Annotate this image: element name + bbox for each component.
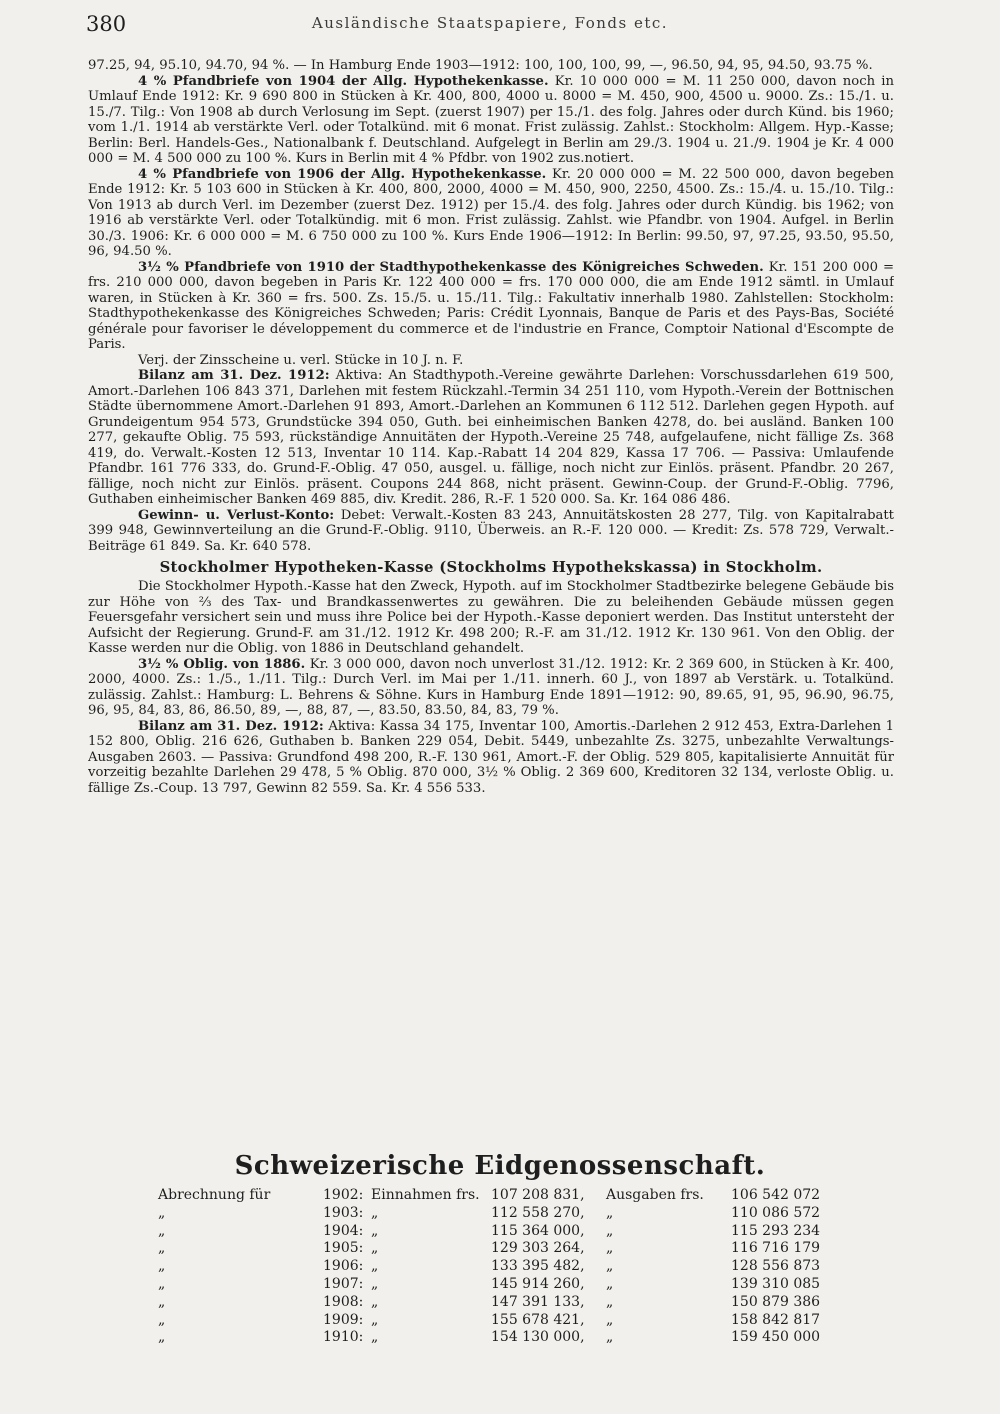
income-value: 147 391 133, — [491, 1293, 585, 1310]
paragraph: 97.25, 94, 95.10, 94.70, 94 %. — In Hamburg Ende 1903—1912: 100, 100, 100, 99, —, 96.50, 94, 95, 94.50, 93.75 %. — [88, 58, 873, 73]
expense-label: „ — [606, 1329, 614, 1346]
income-label: „ — [371, 1275, 379, 1292]
row-label: „ — [158, 1258, 166, 1275]
paragraph: Gewinn- u. Verlust-Konto: Debet: Verwalt.-Kosten 83 243, Annuitätskosten 28 277, Tilg. von Kapitalrabatt 399 948, Gewinnverteilung an die Grund-F.-Oblig. 9110, Überweis. an R.-F. 120 000. — Kredit: Zs. 578 729, Verwalt.-Beiträge 61 849. Sa. Kr. 640 578. — [88, 507, 894, 554]
paragraph: 4 % Pfandbriefe von 1906 der Allg. Hypothekenkasse. Kr. 20 000 000 = M. 22 500 000, davon begeben Ende 1912: Kr. 5 103 600 in Stücken à Kr. 400, 800, 2000, 4000 = M. 450, 900, 2250, 4500. Zs.: 15./4. u. 15./10. Tilg.: Von 1913 ab durch Verl. im Dezember (zuerst Dez. 1912) per 15./4. des folg. Jahres oder durch Kündig. bis 1962; von 1916 ab verstärkte Verl. oder Totalkündig. mit 6 mon. Frist zulässig. Zahlst. wie Pfandbr. von 1904. Aufgel. in Berlin 30./3. 1906: Kr. 6 000 000 = M. 6 750 000 zu 100 %. Kurs Ende 1906—1912: In Berlin: 99.50, 97, 97.25, 93.50, 95.50, 96, 94.50 %. — [88, 166, 894, 259]
paragraph: 3½ % Oblig. von 1886. Kr. 3 000 000, davon noch unverlost 31./12. 1912: Kr. 2 369 600, in Stücken à Kr. 400, 2000, 4000. Zs.: 1./5., 1./11. Tilg.: Durch Verl. im Mai per 1./11. innerh. 60 J., von 1897 ab Verstärk. u. Totalkünd. zulässig. Zahlst.: Hamburg: L. Behrens & Söhne. Kurs in Hamburg Ende 1891—1912: 90, 89.65, 91, 95, 96.90, 96.75, 96, 95, 84, 83, 86, 86.50, 89, —, 88, 87, —, 83.50, 83.50, 84, 83, 79 %. — [88, 656, 894, 718]
expense-label: „ — [606, 1240, 614, 1257]
entry-heading: Bilanz am 31. Dez. 1912: — [138, 718, 324, 734]
expense-value: 158 842 817 — [731, 1311, 821, 1328]
table-row — [158, 1276, 838, 1294]
year-cell: 1902: — [323, 1187, 364, 1203]
text-body — [88, 58, 894, 1150]
expense-label: „ — [606, 1204, 614, 1221]
paragraph: 4 % Pfandbriefe von 1904 der Allg. Hypothekenkasse. Kr. 10 000 000 = M. 11 250 000, davon noch in Umlauf Ende 1912: Kr. 9 690 800 in Stücken à Kr. 400, 800, 4000 u. 8000 = M. 450, 900, 4500 u. 9000. Zs.: 15./1. u. 15./7. Tilg.: Von 1908 ab durch Verlosung im Sept. (zuerst 1907) per 15./1. des folg. Jahres oder durch Künd. bis 1960; vom 1./1. 1914 ab verstärkte Verl. oder Totalkünd. mit 6 monat. Frist zulässig. Zahlst.: Stockholm: Allgem. Hyp.-Kasse; Berlin: Berl. Handels-Ges., Nationalbank f. Deutschland. Aufgelegt in Berlin am 29./3. 1904 u. 21./9. 1904 je Kr. 4 000 000 = M. 4 500 000 zu 100 %. Kurs in Berlin mit 4 % Pfdbr. von 1902 zus.notiert. — [88, 73, 894, 166]
year-cell: 1910: — [323, 1329, 364, 1346]
expense-label: „ — [606, 1275, 614, 1292]
year-cell: 1907: — [323, 1275, 364, 1292]
entry-heading: 3½ % Pfandbriefe von 1910 der Stadthypothekenkasse des Königreiches Schweden. — [138, 259, 764, 275]
expense-value: 159 450 000 — [731, 1329, 821, 1346]
table-row — [158, 1329, 838, 1347]
expense-value: 115 293 234 — [731, 1222, 821, 1239]
expense-label: „ — [606, 1258, 614, 1275]
table-row — [158, 1240, 838, 1258]
paragraph: Bilanz am 31. Dez. 1912: Aktiva: An Stadthypoth.-Vereine gewährte Darlehen: Vorschussdarlehen 619 500, Amort.-Darlehen 106 843 371, Darlehen mit festem Rückzahl.-Termin 34 251 110, vom Hypoth.-Verein der Bottnischen Städte übernommene Amort.-Darlehen 91 893, Amort.-Darlehen an Kommunen 6 112 512. Darlehen gegen Hypoth. auf Grundeigentum 954 573, Grundstücke 394 050, Guth. bei einheimischen Banken 4278, do. bei ausländ. Banken 100 277, gekaufte Oblig. 75 593, rückständige Annuitäten der Hypoth.-Vereine 25 748, aufgelaufene, nicht fällige Zs. 368 419, do. Verwalt.-Kosten 12 513, Inventar 10 114. Kap.-Rabatt 14 204 829, Kassa 17 706. — Passiva: Umlaufende Pfandbr. 161 776 333, do. Grund-F.-Oblig. 47 050, ausgel. u. fällige, noch nicht zur Einlös. präsent. Pfandbr. 20 267, fällige, noch nicht zur Einlös. präsent. Coupons 244 868, nicht präsent. Gewinn-Coup. der Grund-F.-Oblig. 7796, Guthaben einheimischer Banken 469 885, div. Kredit. 286, R.-F. 1 520 000. Sa. Kr. 164 086 486. — [88, 368, 894, 507]
row-label: „ — [158, 1329, 166, 1346]
paragraph: Verj. der Zinsscheine u. verl. Stücke in 10 J. n. F. — [138, 352, 464, 368]
row-label: „ — [158, 1293, 166, 1310]
section-title: Schweizerische Eidgenossenschaft. — [234, 1151, 766, 1181]
year-cell: 1904: — [323, 1222, 364, 1239]
expense-label: Ausgaben frs. — [606, 1187, 704, 1203]
entry-heading: 3½ % Oblig. von 1886. — [138, 656, 306, 672]
expense-value: 106 542 072 — [731, 1187, 821, 1203]
expense-label: „ — [606, 1311, 614, 1328]
entry-heading: Bilanz am 31. Dez. 1912: — [138, 368, 330, 383]
income-value: 115 364 000, — [491, 1222, 585, 1239]
income-value: 155 678 421, — [491, 1311, 585, 1328]
income-value: 129 303 264, — [491, 1240, 585, 1257]
company-heading: Stockholmer Hypotheken-Kasse (Stockholms Hypothekskassa) in Stockholm. — [159, 559, 823, 576]
entry-heading: Gewinn- u. Verlust-Konto: — [138, 507, 335, 523]
income-label: „ — [371, 1240, 379, 1257]
year-cell: 1903: — [323, 1204, 364, 1221]
row-label: „ — [158, 1240, 166, 1257]
page-number: 380 — [86, 12, 127, 36]
income-value: 145 914 260, — [491, 1275, 585, 1292]
expense-value: 150 879 386 — [731, 1293, 821, 1310]
income-value: 107 208 831, — [491, 1187, 585, 1203]
income-value: 133 395 482, — [491, 1258, 585, 1275]
income-label: „ — [371, 1329, 379, 1346]
paragraph: 3½ % Pfandbriefe von 1910 der Stadthypothekenkasse des Königreiches Schweden. Kr. 151 200 000 = frs. 210 000 000, davon begeben in Paris Kr. 122 400 000 = frs. 170 000 000, die am Ende 1912 sämtl. in Umlauf waren, in Stücken à Kr. 360 = frs. 500. Zs. 15./5. u. 15./11. Tilg.: Fakultativ innerhalb 1980. Zahlstellen: Stockholm: Stadthypothekenkasse des Königreiches Schweden; Paris: Crédit Lyonnais, Banque de Paris et des Pays-Bas, Société générale pour favoriser le développement du commerce et de l'industrie en France, Comptoir National d'Escompte de Paris. — [88, 259, 894, 352]
row-label: „ — [158, 1204, 166, 1221]
table-row — [158, 1312, 838, 1330]
income-label: Einnahmen frs. — [371, 1187, 480, 1203]
row-label: „ — [158, 1311, 166, 1328]
table-row — [158, 1258, 838, 1276]
entry-heading: 4 % Pfandbriefe von 1904 der Allg. Hypothekenkasse. — [138, 73, 549, 89]
expense-label: „ — [606, 1293, 614, 1310]
expense-label: „ — [606, 1222, 614, 1239]
year-cell: 1908: — [323, 1293, 364, 1310]
table-row — [158, 1205, 838, 1223]
year-cell: 1905: — [323, 1240, 364, 1257]
income-value: 112 558 270, — [491, 1204, 585, 1221]
entry-heading: 4 % Pfandbriefe von 1906 der Allg. Hypothekenkasse. — [138, 166, 547, 182]
income-label: „ — [371, 1222, 379, 1239]
row-label: „ — [158, 1275, 166, 1292]
expense-value: 110 086 572 — [731, 1204, 821, 1221]
income-label: „ — [371, 1293, 379, 1310]
expense-value: 116 716 179 — [731, 1240, 821, 1257]
income-value: 154 130 000, — [491, 1329, 585, 1346]
table-row — [158, 1294, 838, 1312]
row-label: „ — [158, 1222, 166, 1239]
running-title: Ausländische Staatspapiere, Fonds etc. — [311, 14, 669, 32]
accounts-table — [158, 1187, 838, 1347]
page-header — [86, 12, 894, 38]
table-row — [158, 1223, 838, 1241]
table-row — [158, 1187, 838, 1205]
income-label: „ — [371, 1204, 379, 1221]
income-label: „ — [371, 1258, 379, 1275]
year-cell: 1906: — [323, 1258, 364, 1275]
expense-value: 139 310 085 — [731, 1275, 821, 1292]
paragraph: Die Stockholmer Hypoth.-Kasse hat den Zweck, Hypoth. auf im Stockholmer Stadtbezirke belegene Gebäude bis zur Höhe von ⅔ des Tax- und Brandkassenwertes zu gewähren. Die zu beleihenden Gebäude müssen gegen Feuersgefahr versichert sein und muss ihre Police bei der Hypoth.-Kasse deponiert werden. Das Institut untersteht der Aufsicht der Regierung. Grund-F. am 31./12. 1912 Kr. 498 200; R.-F. am 31./12. 1912 Kr. 130 961. Von den Oblig. der Kasse werden nur die Oblig. von 1886 in Deutschland gehandelt. — [88, 579, 894, 656]
year-cell: 1909: — [323, 1311, 364, 1328]
paragraph: Bilanz am 31. Dez. 1912: Aktiva: Kassa 34 175, Inventar 100, Amortis.-Darlehen 2 912 453, Extra-Darlehen 1 152 800, Oblig. 216 626, Guthaben b. Banken 229 054, Debit. 5449, unbezahlte Zs. 3275, unbezahlte Verwaltungs-Ausgaben 2603. — Passiva: Grundfond 498 200, R.-F. 130 961, Amort.-F. der Oblig. 529 805, kapitalisierte Annuität für vorzeitig bezahlte Darlehen 29 478, 5 % Oblig. 870 000, 3½ % Oblig. 2 369 600, Kreditoren 32 134, verloste Oblig. u. fällige Zs.-Coup. 13 797, Gewinn 82 559. Sa. Kr. 4 556 533. — [88, 718, 894, 796]
income-label: „ — [371, 1311, 379, 1328]
row-label: Abrechnung für — [158, 1187, 271, 1203]
expense-value: 128 556 873 — [731, 1258, 821, 1275]
